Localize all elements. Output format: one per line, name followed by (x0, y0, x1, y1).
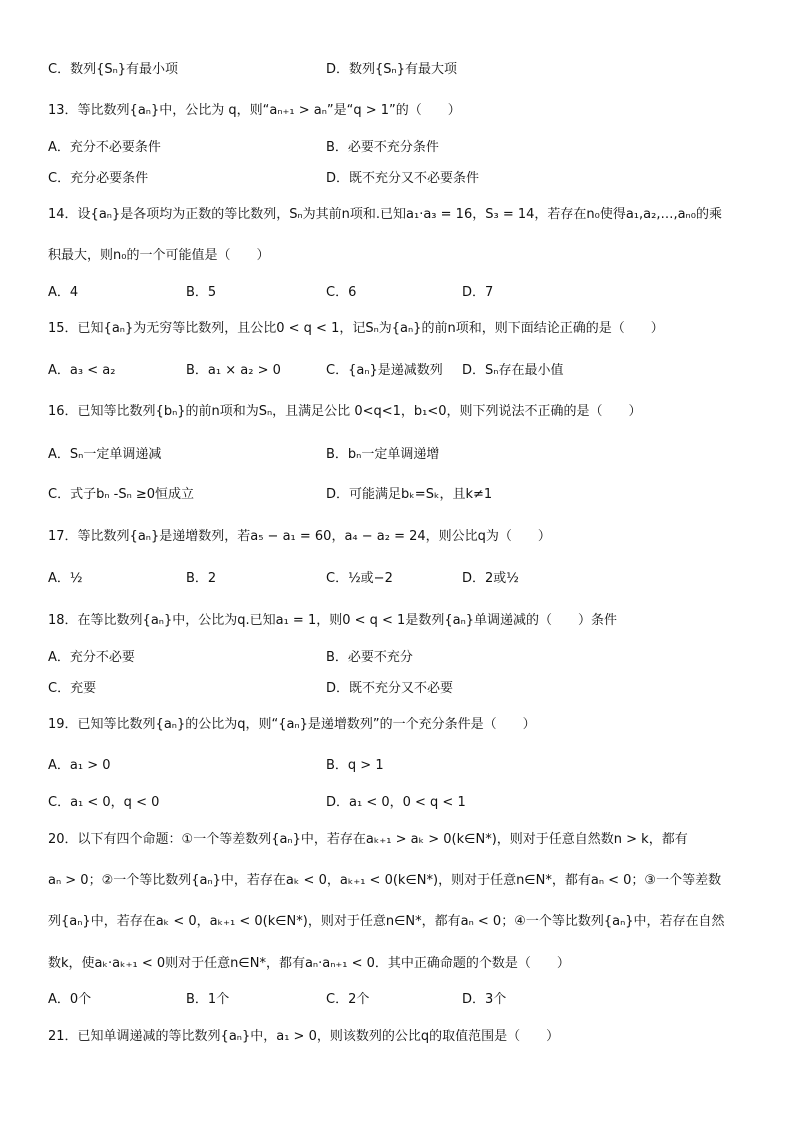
question-17-stem: 17．等比数列{aₙ}是递增数列，若a₅ − a₁ = 60，a₄ − a₂ = 24，则公比q为（ ） (48, 529, 551, 544)
q13-option-b: B．必要不充分条件 (326, 140, 439, 155)
question-20-stem-line2: aₙ > 0；②一个等比数列{aₙ}中，若存在aₖ < 0，aₖ₊₁ < 0(k∈N*)，则对于任意n∈N*，都有aₙ < 0；③一个等差数 (48, 873, 722, 888)
question-16-stem: 16．已知等比数列{bₙ}的前n项和为Sₙ，且满足公比 0<q<1，b₁<0，则下列说法不正确的是（ ） (48, 404, 642, 419)
question-15-stem: 15．已知{aₙ}为无穷等比数列，且公比0 < q < 1，记Sₙ为{aₙ}的前n项和，则下面结论正确的是（ ） (48, 321, 664, 336)
q16-option-b: B．bₙ一定单调递增 (326, 447, 440, 462)
q17-option-c: C．½或−2 (326, 571, 393, 586)
q19-option-a: A．a₁ > 0 (48, 758, 111, 773)
question-20-stem-line1: 20．以下有四个命题：①一个等差数列{aₙ}中，若存在aₖ₊₁ > aₖ > 0(k∈N*)，则对于任意自然数n > k，都有 (48, 832, 688, 847)
q14-option-b: B．5 (186, 285, 217, 300)
q15-option-a: A．a₃ < a₂ (48, 363, 116, 378)
q19-option-d: D．a₁ < 0，0 < q < 1 (326, 795, 466, 810)
option-c-prev: C．数列{Sₙ}有最小项 (48, 62, 179, 77)
q19-option-c: C．a₁ < 0，q < 0 (48, 795, 160, 810)
q18-option-c: C．充要 (48, 681, 97, 696)
option-d-prev: D．数列{Sₙ}有最大项 (326, 62, 457, 77)
q16-option-c: C．式子bₙ -Sₙ ≥0恒成立 (48, 487, 195, 502)
question-20-stem-line3: 列{aₙ}中，若存在aₖ < 0，aₖ₊₁ < 0(k∈N*)，则对于任意n∈N*，都有aₙ < 0；④一个等比数列{aₙ}中，若存在自然 (48, 914, 725, 929)
q16-option-a: A．Sₙ一定单调递减 (48, 447, 162, 462)
q15-option-d: D．Sₙ存在最小值 (462, 363, 564, 378)
q17-option-b: B．2 (186, 571, 217, 586)
q17-option-a: A．½ (48, 571, 83, 586)
q13-option-a: A．充分不必要条件 (48, 140, 161, 155)
question-14-stem-line2: 积最大，则n₀的一个可能值是（ ） (48, 248, 270, 263)
q20-option-d: D．3个 (462, 992, 507, 1007)
question-21-stem: 21．已知单调递减的等比数列{aₙ}中，a₁ > 0，则该数列的公比q的取值范围是（ ） (48, 1029, 560, 1044)
q13-option-c: C．充分必要条件 (48, 171, 149, 186)
question-19-stem: 19．已知等比数列{aₙ}的公比为q，则“{aₙ}是递增数列”的一个充分条件是（ ） (48, 717, 536, 732)
q17-option-d: D．2或½ (462, 571, 519, 586)
q13-option-d: D．既不充分又不必要条件 (326, 171, 480, 186)
q14-option-d: D．7 (462, 285, 494, 300)
q18-option-d: D．既不充分又不必要 (326, 681, 454, 696)
q20-option-a: A．0个 (48, 992, 92, 1007)
question-20-stem-line4: 数k，使aₖ·aₖ₊₁ < 0则对于任意n∈N*，都有aₙ·aₙ₊₁ < 0．其中正确命题的个数是（ ） (48, 956, 570, 971)
q18-option-a: A．充分不必要 (48, 650, 135, 665)
q15-option-c: C．{aₙ}是递减数列 (326, 363, 443, 378)
q20-option-c: C．2个 (326, 992, 370, 1007)
q15-option-b: B．a₁ × a₂ > 0 (186, 363, 281, 378)
q14-option-a: A．4 (48, 285, 79, 300)
question-18-stem: 18．在等比数列{aₙ}中，公比为q.已知a₁ = 1，则0 < q < 1是数列{aₙ}单调递减的（ ）条件 (48, 613, 618, 628)
question-14-stem-line1: 14．设{aₙ}是各项均为正数的等比数列，Sₙ为其前n项和.已知a₁·a₃ = 16，S₃ = 14，若存在n₀使得a₁,a₂,…,aₙ₀的乘 (48, 207, 722, 222)
q20-option-b: B．1个 (186, 992, 230, 1007)
q16-option-d: D．可能满足bₖ=Sₖ，且k≠1 (326, 487, 493, 502)
q14-option-c: C．6 (326, 285, 357, 300)
q19-option-b: B．q > 1 (326, 758, 384, 773)
q18-option-b: B．必要不充分 (326, 650, 413, 665)
question-13-stem: 13．等比数列{aₙ}中，公比为 q，则“aₙ₊₁ > aₙ”是“q > 1”的（ ） (48, 103, 461, 118)
